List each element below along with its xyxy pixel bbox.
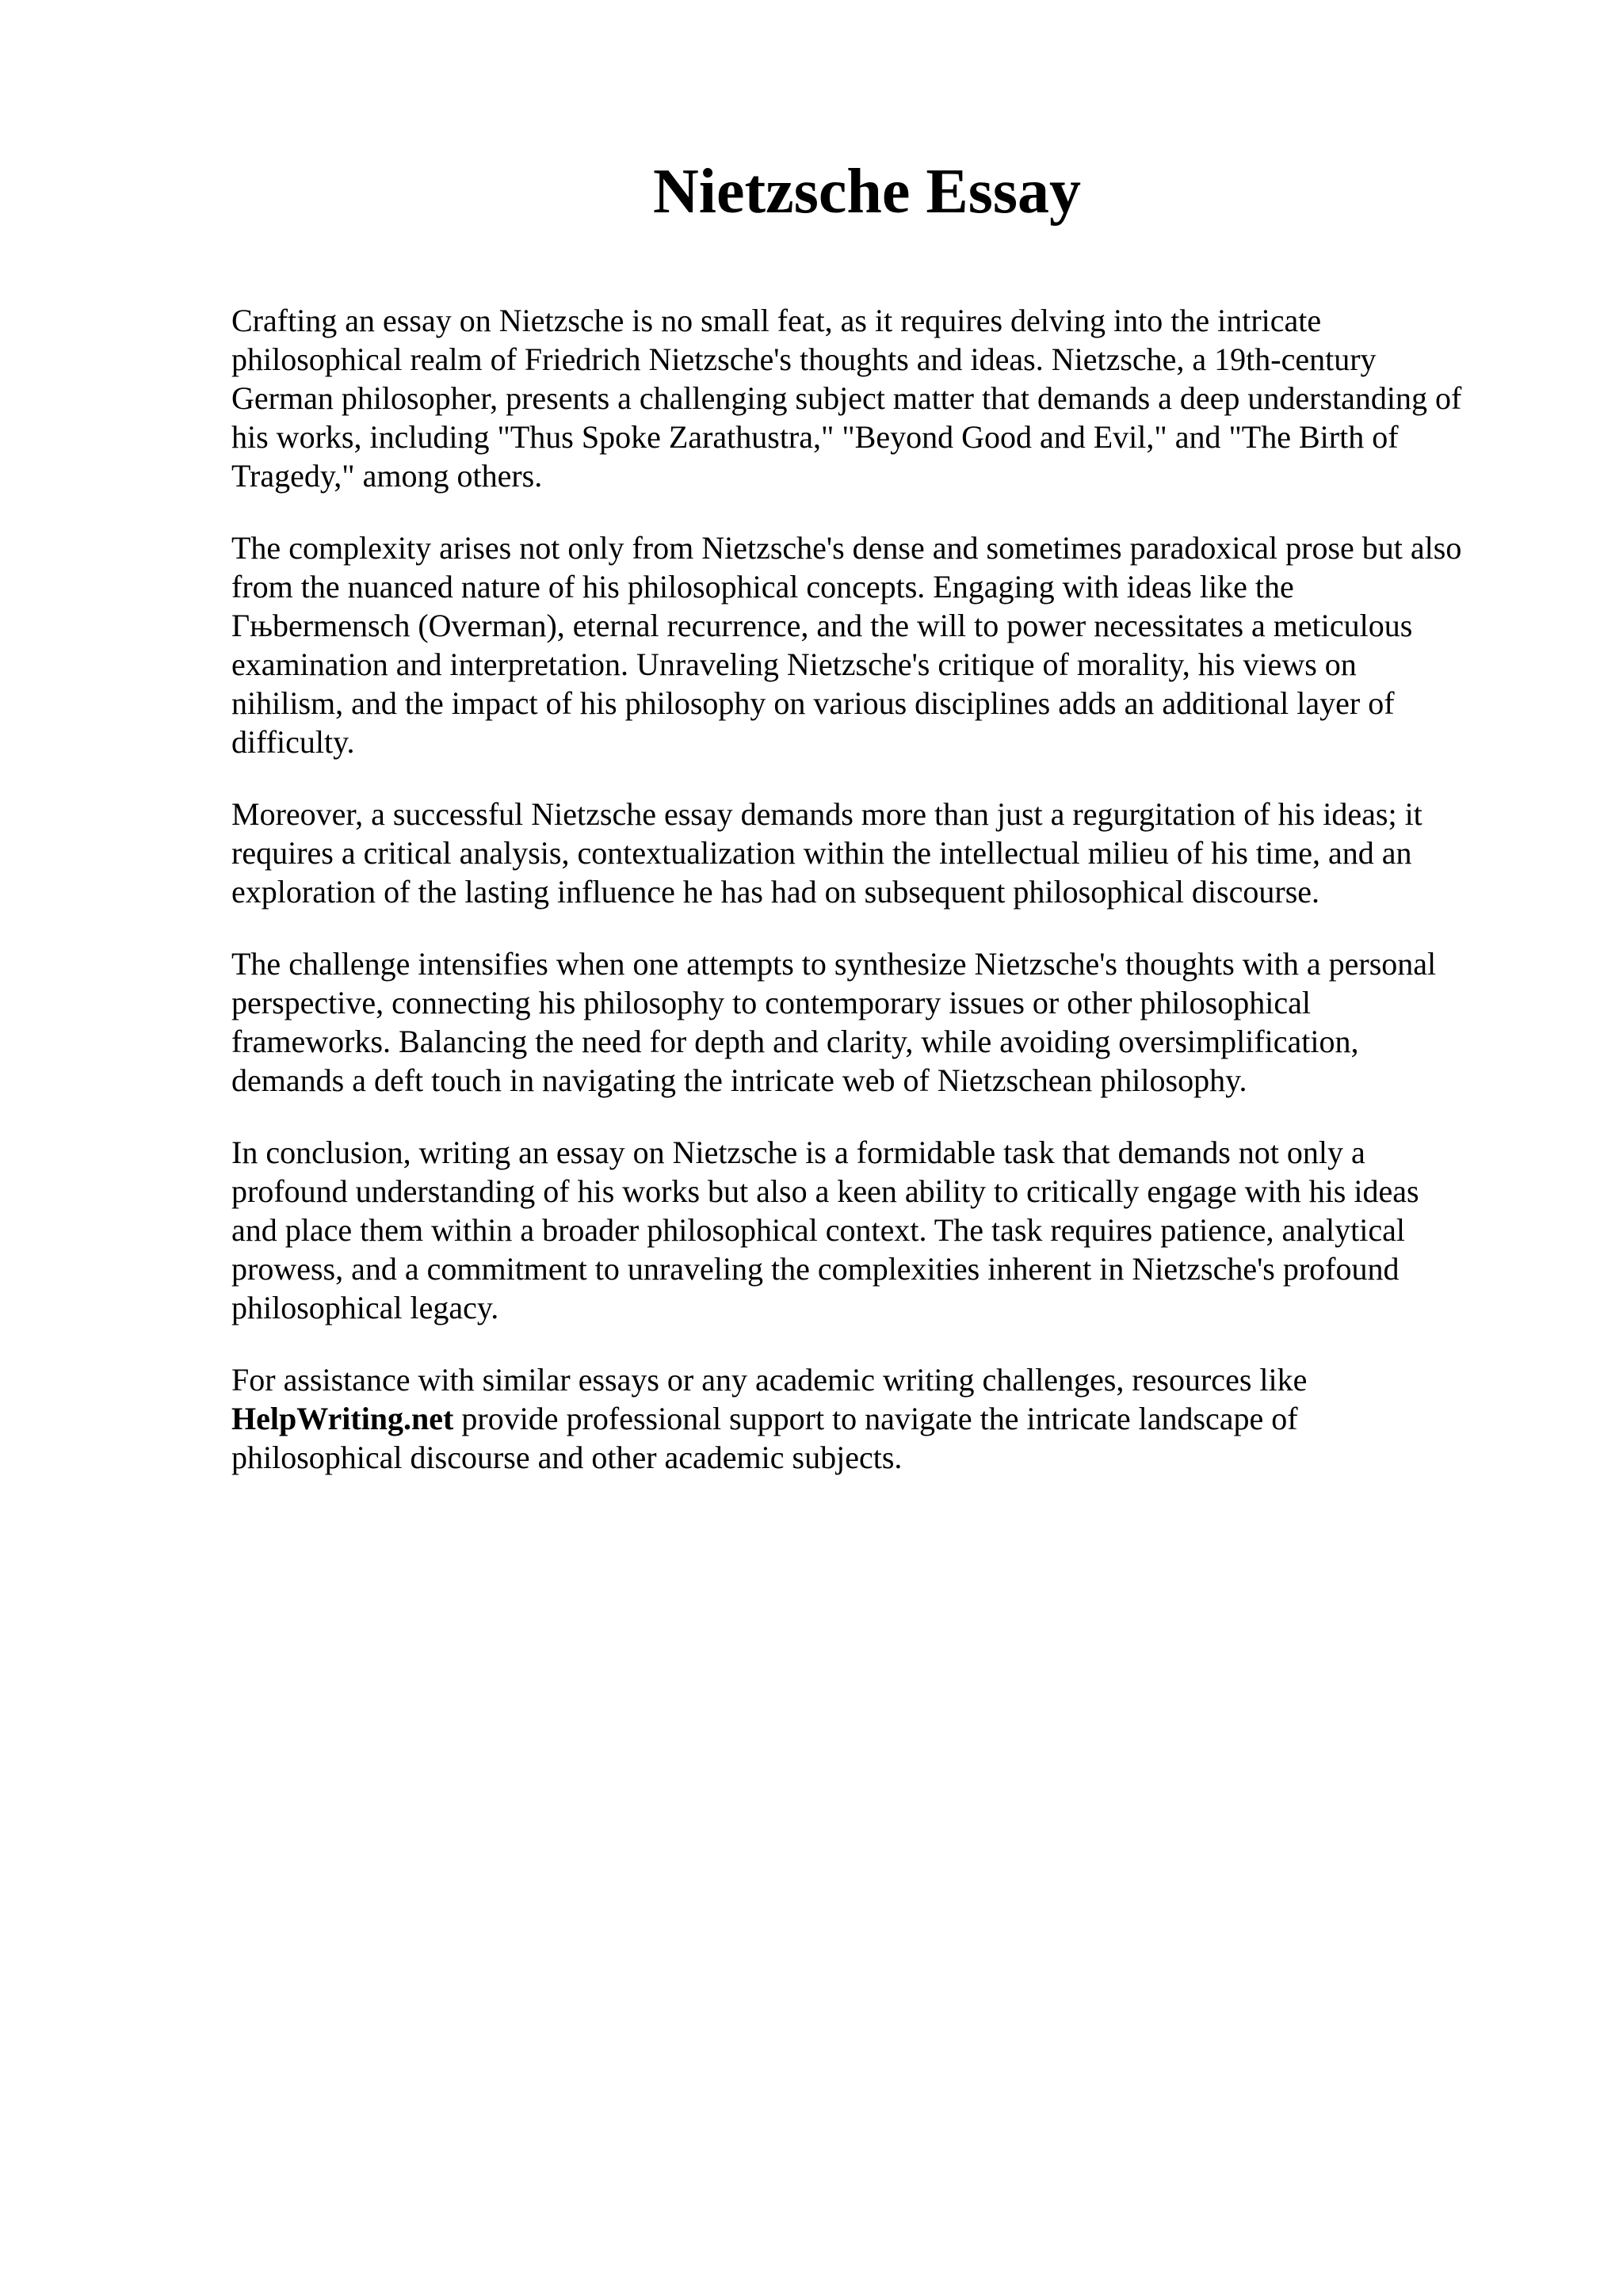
- paragraph-2: The complexity arises not only from Nietzsche's dense and sometimes paradoxical prose but also from the nuanced nature of his philosophical concepts. Engaging with ideas like the Гњbermensch (Overman), eternal recurrence, and the will to power necessitates a meticulous examination and interpretation. Unraveling Nietzsche's critique of morality, his views on nihilism, and the impact of his philosophy on various disciplines adds an additional layer of difficulty.: [231, 530, 1462, 760]
- paragraph-3: Moreover, a successful Nietzsche essay demands more than just a regurgitation of his ideas; it requires a critical analysis, contextualization within the intellectual milieu of his time, and an exploration of the lasting influence he has had on subsequent philosophical discourse.: [231, 796, 1423, 910]
- paragraph-1: Crafting an essay on Nietzsche is no small feat, as it requires delving into the intricate philosophical realm of Friedrich Nietzsche's thoughts and ideas. Nietzsche, a 19th-century German philosopher, presents a challenging subject matter that demands a deep understanding of his works, including "Thus Spoke Zarathustra," "Beyond Good and Evil," and "The Birth of Tragedy," among others.: [231, 303, 1462, 494]
- closing-outro: provide professional support to navigate the intricate landscape of philosophical discourse and other academic subjects.: [231, 1401, 1298, 1475]
- page-title: Nietzsche Essay: [653, 157, 1081, 227]
- closing-paragraph: [231, 1360, 1531, 1477]
- brand-name: HelpWriting.net: [231, 1401, 454, 1436]
- essay-body: [231, 301, 1531, 1510]
- paragraph-5: In conclusion, writing an essay on Nietzsche is a formidable task that demands not only a profound understanding of his works but also a keen ability to critically engage with his ideas and place them within a broader philosophical context. The task requires patience, analytical prowess, and a commitment to unraveling the complexities inherent in Nietzsche's profound philosophical legacy.: [231, 1135, 1419, 1325]
- paragraph-4: The challenge intensifies when one attempts to synthesize Nietzsche's thoughts with a personal perspective, connecting his philosophy to contemporary issues or other philosophical frameworks. Balancing the need for depth and clarity, while avoiding oversimplification, demands a deft touch in navigating the intricate web of Nietzschean philosophy.: [231, 946, 1437, 1098]
- closing-intro: For assistance with similar essays or any academic writing challenges, resources like: [231, 1362, 1308, 1398]
